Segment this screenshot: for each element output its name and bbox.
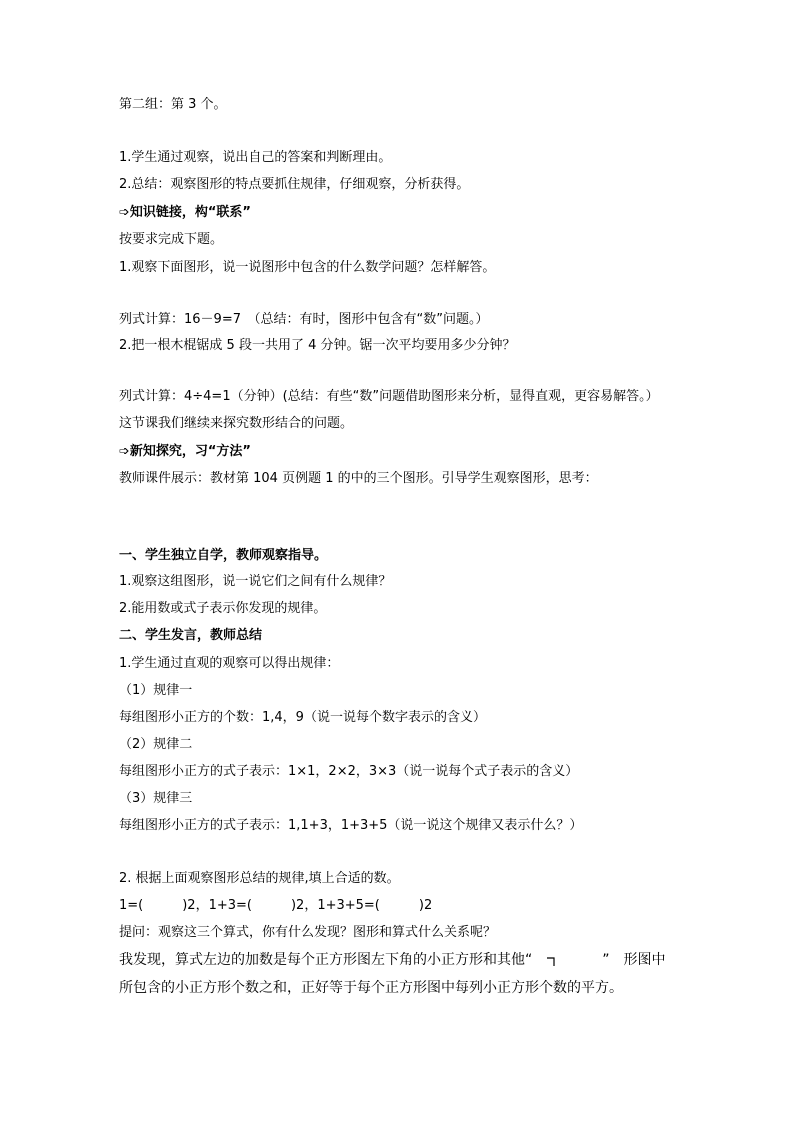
text-segment: 我发现，算式左边的加数是每个正方形图左下角的小正方形和其他“ [119,952,533,968]
text-line: （2）规律二 [119,737,193,752]
text-line: 第二组：第 3 个。 [119,97,227,112]
text-line: 提问：观察这三个算式，你有什么发现？图形和算式什么关系呢？ [119,925,497,940]
text-line: 列式计算：4÷4=1（分钟）(总结：有些“数”问题借助图形来分析，显得直观，更容易解答。） [119,389,659,404]
section-heading: ➩知识链接，构“联系” [119,205,251,220]
text-line: 2. 根据上面观察图形总结的规律,填上合适的数。 [119,871,400,886]
text-line: 按要求完成下题。 [119,232,224,247]
text-line: 1=( )2，1+3=( )2，1+3+5=( )2 [119,898,433,913]
text-line: 1.观察下面图形，说一说图形中包含的什么数学问题？怎样解答。 [119,260,496,275]
text-line: 1.观察这组图形，说一说它们之间有什么规律？ [119,574,392,589]
section-heading: 二、学生发言，教师总结 [119,628,263,643]
corner-shape-icon [546,956,556,966]
section-heading: 一、学生独立自学，教师观察指导。 [119,548,328,563]
text-line: 2.能用数或式子表示你发现的规律。 [119,601,327,616]
text-line: 2.总结：观察图形的特点要抓住规律，仔细观察，分析获得。 [119,177,470,192]
text-line: 2.把一根木棍锯成 5 段一共用了 4 分钟。锯一次平均要用多少分钟？ [119,338,516,353]
text-line: 1.学生通过观察，说出自己的答案和判断理由。 [119,150,392,165]
text-line: 每组图形小正方的式子表示：1,1+3，1+3+5（说一说这个规律又表示什么？） [119,818,583,833]
text-line [119,952,666,968]
text-line: 所包含的小正方形个数之和，正好等于每个正方形图中每列小正方形个数的平方。 [119,980,623,996]
text-line: （1）规律一 [119,683,193,698]
text-line: 每组图形小正方的个数：1,4，9（说一说每个数字表示的含义） [119,710,486,725]
text-line: 教师课件展示：教材第 104 页例题 1 的中的三个图形。引导学生观察图形，思考： [119,471,598,486]
text-line: 这节课我们继续来探究数形结合的问题。 [119,416,354,431]
text-line: 1.学生通过直观的观察可以得出规律： [119,656,340,671]
section-heading: ➩新知探究，习“方法” [119,444,251,459]
text-line: 每组图形小正方的式子表示：1×1，2×2，3×3（说一说每个式子表示的含义） [119,764,579,779]
text-segment: ” 形图中 [602,952,666,968]
text-line: 列式计算：16－9=7 （总结：有时，图形中包含有“数”问题。） [119,312,489,327]
text-line: （3）规律三 [119,791,193,806]
